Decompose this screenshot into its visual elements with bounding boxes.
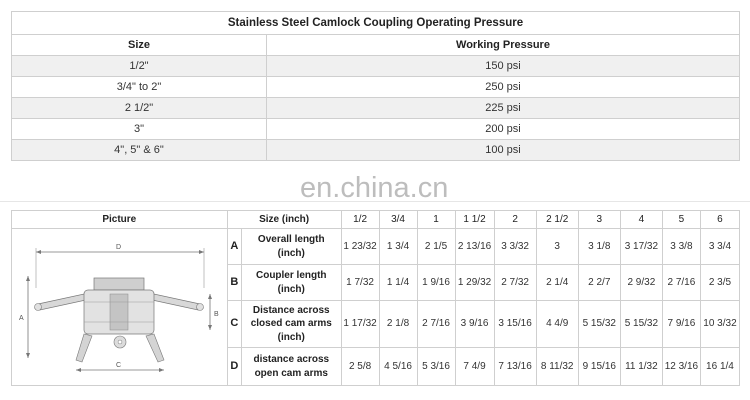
size-value: 6 <box>700 211 739 229</box>
table-row <box>12 140 740 161</box>
dimension-cell: 2 7/16 <box>662 265 700 301</box>
size-column-header: Size <box>12 35 267 56</box>
dimension-label-b: B <box>214 310 219 318</box>
dimension-cell: 1 1/4 <box>379 265 417 301</box>
dimension-cell: 7 9/16 <box>662 301 700 348</box>
dimension-cell: 5 15/32 <box>578 301 620 348</box>
dimension-cell: 16 1/4 <box>700 348 739 386</box>
dimension-cell: 10 3/32 <box>700 301 739 348</box>
dimension-cell: 12 3/16 <box>662 348 700 386</box>
dimension-cell: 3 <box>536 229 578 265</box>
size-cell: 2 1/2" <box>12 98 267 119</box>
dimension-cell: 1 29/32 <box>455 265 494 301</box>
dimension-cell: 8 11/32 <box>536 348 578 386</box>
row-description: distance across open cam arms <box>241 348 341 386</box>
row-description: Coupler length (inch) <box>241 265 341 301</box>
pressure-cell: 250 psi <box>267 77 740 98</box>
table-row <box>12 77 740 98</box>
dimension-cell: 3 3/32 <box>494 229 536 265</box>
size-value: 3/4 <box>379 211 417 229</box>
table-row <box>12 229 740 265</box>
size-cell: 3" <box>12 119 267 140</box>
table-row <box>12 98 740 119</box>
camlock-coupling-diagram <box>14 230 224 380</box>
dimension-cell: 1 9/16 <box>417 265 455 301</box>
dimension-label-c: C <box>116 361 122 369</box>
size-value: 2 1/2 <box>536 211 578 229</box>
pressure-table-title: Stainless Steel Camlock Coupling Operating Pressure <box>12 12 740 35</box>
dimension-label-d: D <box>116 243 122 251</box>
dimension-cell: 2 7/32 <box>494 265 536 301</box>
size-header: Size (inch) <box>227 211 341 229</box>
row-letter: B <box>227 265 241 301</box>
dimension-label-a: A <box>19 314 24 322</box>
size-cell: 1/2" <box>12 56 267 77</box>
pressure-cell: 150 psi <box>267 56 740 77</box>
size-value: 1 1/2 <box>455 211 494 229</box>
pressure-column-header: Working Pressure <box>267 35 740 56</box>
dimension-cell: 2 1/8 <box>379 301 417 348</box>
table-row <box>12 56 740 77</box>
picture-header: Picture <box>12 211 228 229</box>
size-value: 2 <box>494 211 536 229</box>
dimension-cell: 3 15/16 <box>494 301 536 348</box>
dimension-cell: 2 13/16 <box>455 229 494 265</box>
watermark: en.china.cn <box>300 172 449 204</box>
row-letter: C <box>227 301 241 348</box>
size-value: 3 <box>578 211 620 229</box>
camlock-diagram-cell <box>12 229 228 386</box>
dimension-cell: 4 4/9 <box>536 301 578 348</box>
row-letter: A <box>227 229 241 265</box>
dimension-cell: 2 3/5 <box>700 265 739 301</box>
dimension-cell: 2 7/16 <box>417 301 455 348</box>
pressure-cell: 100 psi <box>267 140 740 161</box>
dimension-cell: 5 15/32 <box>620 301 662 348</box>
pressure-table <box>11 11 740 161</box>
row-letter: D <box>227 348 241 386</box>
dimension-cell: 9 15/16 <box>578 348 620 386</box>
dimension-cell: 2 5/8 <box>341 348 379 386</box>
dimension-cell: 2 2/7 <box>578 265 620 301</box>
dimension-cell: 4 5/16 <box>379 348 417 386</box>
size-value: 4 <box>620 211 662 229</box>
size-cell: 4", 5" & 6" <box>12 140 267 161</box>
dimension-cell: 5 3/16 <box>417 348 455 386</box>
row-description: Distance across closed cam arms (inch) <box>241 301 341 348</box>
dimension-cell: 1 3/4 <box>379 229 417 265</box>
dimension-cell: 3 1/8 <box>578 229 620 265</box>
dimension-cell: 2 1/4 <box>536 265 578 301</box>
row-description: Overall length (inch) <box>241 229 341 265</box>
size-cell: 3/4" to 2" <box>12 77 267 98</box>
table-row <box>12 119 740 140</box>
dimension-table <box>11 210 740 386</box>
dimension-cell: 1 23/32 <box>341 229 379 265</box>
dimension-cell: 11 1/32 <box>620 348 662 386</box>
dimension-cell: 2 1/5 <box>417 229 455 265</box>
dimension-cell: 3 9/16 <box>455 301 494 348</box>
dimension-cell: 1 7/32 <box>341 265 379 301</box>
size-value: 1 <box>417 211 455 229</box>
size-value: 1/2 <box>341 211 379 229</box>
dimension-cell: 1 17/32 <box>341 301 379 348</box>
pressure-cell: 200 psi <box>267 119 740 140</box>
pressure-cell: 225 psi <box>267 98 740 119</box>
dimension-cell: 7 4/9 <box>455 348 494 386</box>
dimension-cell: 3 3/4 <box>700 229 739 265</box>
dimension-cell: 3 3/8 <box>662 229 700 265</box>
dimension-cell: 3 17/32 <box>620 229 662 265</box>
size-value: 5 <box>662 211 700 229</box>
dimension-cell: 2 9/32 <box>620 265 662 301</box>
dimension-cell: 7 13/16 <box>494 348 536 386</box>
